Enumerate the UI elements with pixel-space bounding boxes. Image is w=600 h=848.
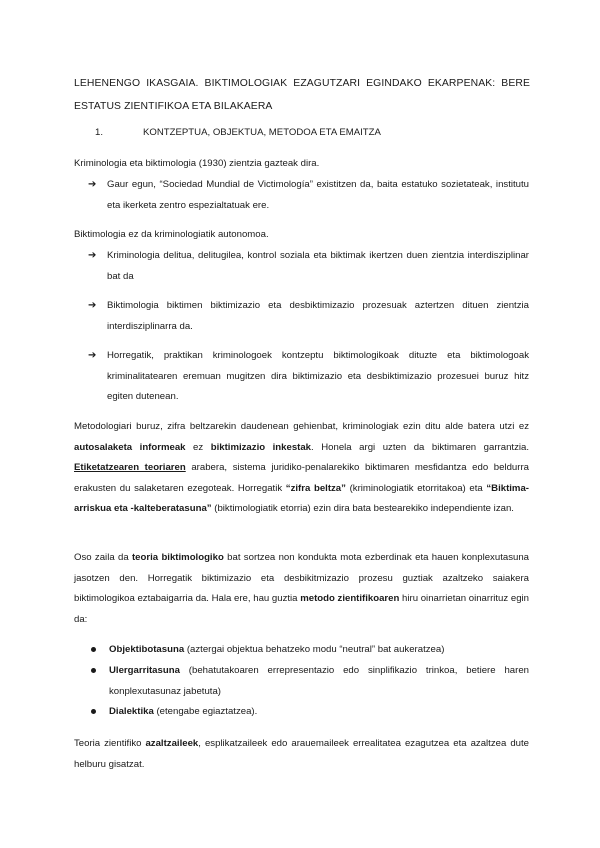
section-title: KONTZEPTUA, OBJEKTUA, METODOA ETA EMAITZA <box>143 127 381 138</box>
section-heading <box>95 127 381 138</box>
paragraph-1: Kriminologia eta biktimologia (1930) zientzia gazteak dira. <box>74 158 320 169</box>
list-item <box>88 296 529 337</box>
bold-term: “Biktima-arriskua eta -kalteberatasuna” <box>74 482 529 514</box>
title-line-1: LEHENENGO IKASGAIA. BIKTIMOLOGIAK EZAGUTZARI EGINDAKO EKARPENAK: BERE <box>74 78 530 89</box>
bullet-icon <box>91 709 96 714</box>
bold-term: autosalaketa informeak <box>74 441 186 453</box>
text-run: bat sortzea non kondukta mota ezberdinak eta hauen konplexutasuna jasotzen den. Horregatik biktimizazio eta desbikitmizazio prozesu guztiak azaltzeko saiakera biktimologikoa eztabaigarria da. Hala ere, hau guztia <box>74 552 529 604</box>
paragraph-2: Biktimologia ez da kriminologiatik autonomoa. <box>74 229 269 240</box>
bullet-icon <box>91 647 96 652</box>
document-title <box>74 72 530 118</box>
bold-term: Ulergarritasuna <box>109 665 180 676</box>
list-item-text: Horregatik, praktikan kriminologoek kontzeptu biktimologikoak dituzte eta biktimologoak kriminalitatearen eremuan mugitzen dira biktimizazio eta desbiktimizazio prozesuei buruz hitz egiten dutenean. <box>107 350 529 402</box>
list-item-text: Biktimologia biktimen biktimizazio eta desbiktimizazio prozesuak aztertzen dituen zientzia interdisziplinarra da. <box>107 300 529 332</box>
arrow-icon: ➔ <box>88 250 97 261</box>
bold-term: biktimizazio inkestak <box>210 441 312 453</box>
list-item <box>88 175 529 216</box>
text-run: (biktimologiatik etorria) ezin dira bata bestearekiko independiente izan. <box>211 503 514 514</box>
paragraph-theory <box>74 548 529 630</box>
text-run: (etengabe egiaztatzea). <box>153 706 258 717</box>
bullet-icon <box>91 668 96 673</box>
text-run: , esplikatzaileek edo arauemaileek errealitatea ezagutzea eta azaltzea dute helburu gisatzat. <box>74 738 529 770</box>
title-line-2: ESTATUS ZIENTIFIKOA ETA BILAKAERA <box>74 101 273 112</box>
bold-term: “zifra beltza” <box>285 482 346 494</box>
text-run: hiru oinarrietan oinarrituz egin da: <box>74 593 530 625</box>
text-run: . Honela argi uzten da biktimaren garrantzia. <box>311 441 530 453</box>
list-item-text: Kriminologia delitua, delitugilea, kontrol soziala eta biktimak ikertzen duen zientzia interdisziplinar bat da <box>107 250 529 282</box>
bold-term: Objektibotasuna <box>109 644 185 655</box>
arrow-icon: ➔ <box>88 300 97 311</box>
list-item <box>88 246 529 287</box>
bullet-item <box>88 661 529 702</box>
text-run: (behatutakoaren errepresentazio edo sinplifikazio trinkoa, betiere haren konplexutasunaz jabetuta) <box>109 665 529 697</box>
bold-term: teoria biktimologiko <box>131 552 224 563</box>
bullet-item <box>88 640 529 661</box>
paragraph-conclusion <box>74 734 529 775</box>
arrow-icon: ➔ <box>88 350 97 361</box>
paragraph-methodology <box>74 417 529 520</box>
bold-term: azaltzaileek <box>145 738 199 749</box>
text-run: Metodologiari buruz, zifra beltzarekin daudenean gehienbat, kriminologiak ezin ditu alde batera utzi ez <box>74 421 529 432</box>
text-run: (aztergai objektua behatzeko modu “neutral” bat aukeratzea) <box>184 644 445 655</box>
text-run: Teoria zientifiko <box>74 738 146 749</box>
text-run: (kriminologiatik etorritakoa) eta <box>345 482 487 494</box>
bold-term: metodo zientifikoaren <box>300 593 400 604</box>
bullet-item <box>88 702 529 723</box>
text-run: Oso zaila da <box>74 552 132 563</box>
bold-term: Dialektika <box>109 706 154 717</box>
text-run: ez <box>185 441 211 453</box>
underlined-term: Etiketatzearen teoriaren <box>74 462 186 473</box>
list-item <box>88 346 529 408</box>
text-run: arabera, sistema juridiko-penalarekiko biktimaren mesfidantza edo beldurra erakusten du salaketaren ezegoteak. Horregatik <box>74 462 529 494</box>
list-item-text: Gaur egun, “Sociedad Mundial de Victimología” existitzen da, baita estatuko sozietateak, institutu eta ikerketa zentro espezialtatuak ere. <box>107 179 529 211</box>
arrow-icon: ➔ <box>88 179 97 190</box>
section-number: 1. <box>95 127 104 138</box>
